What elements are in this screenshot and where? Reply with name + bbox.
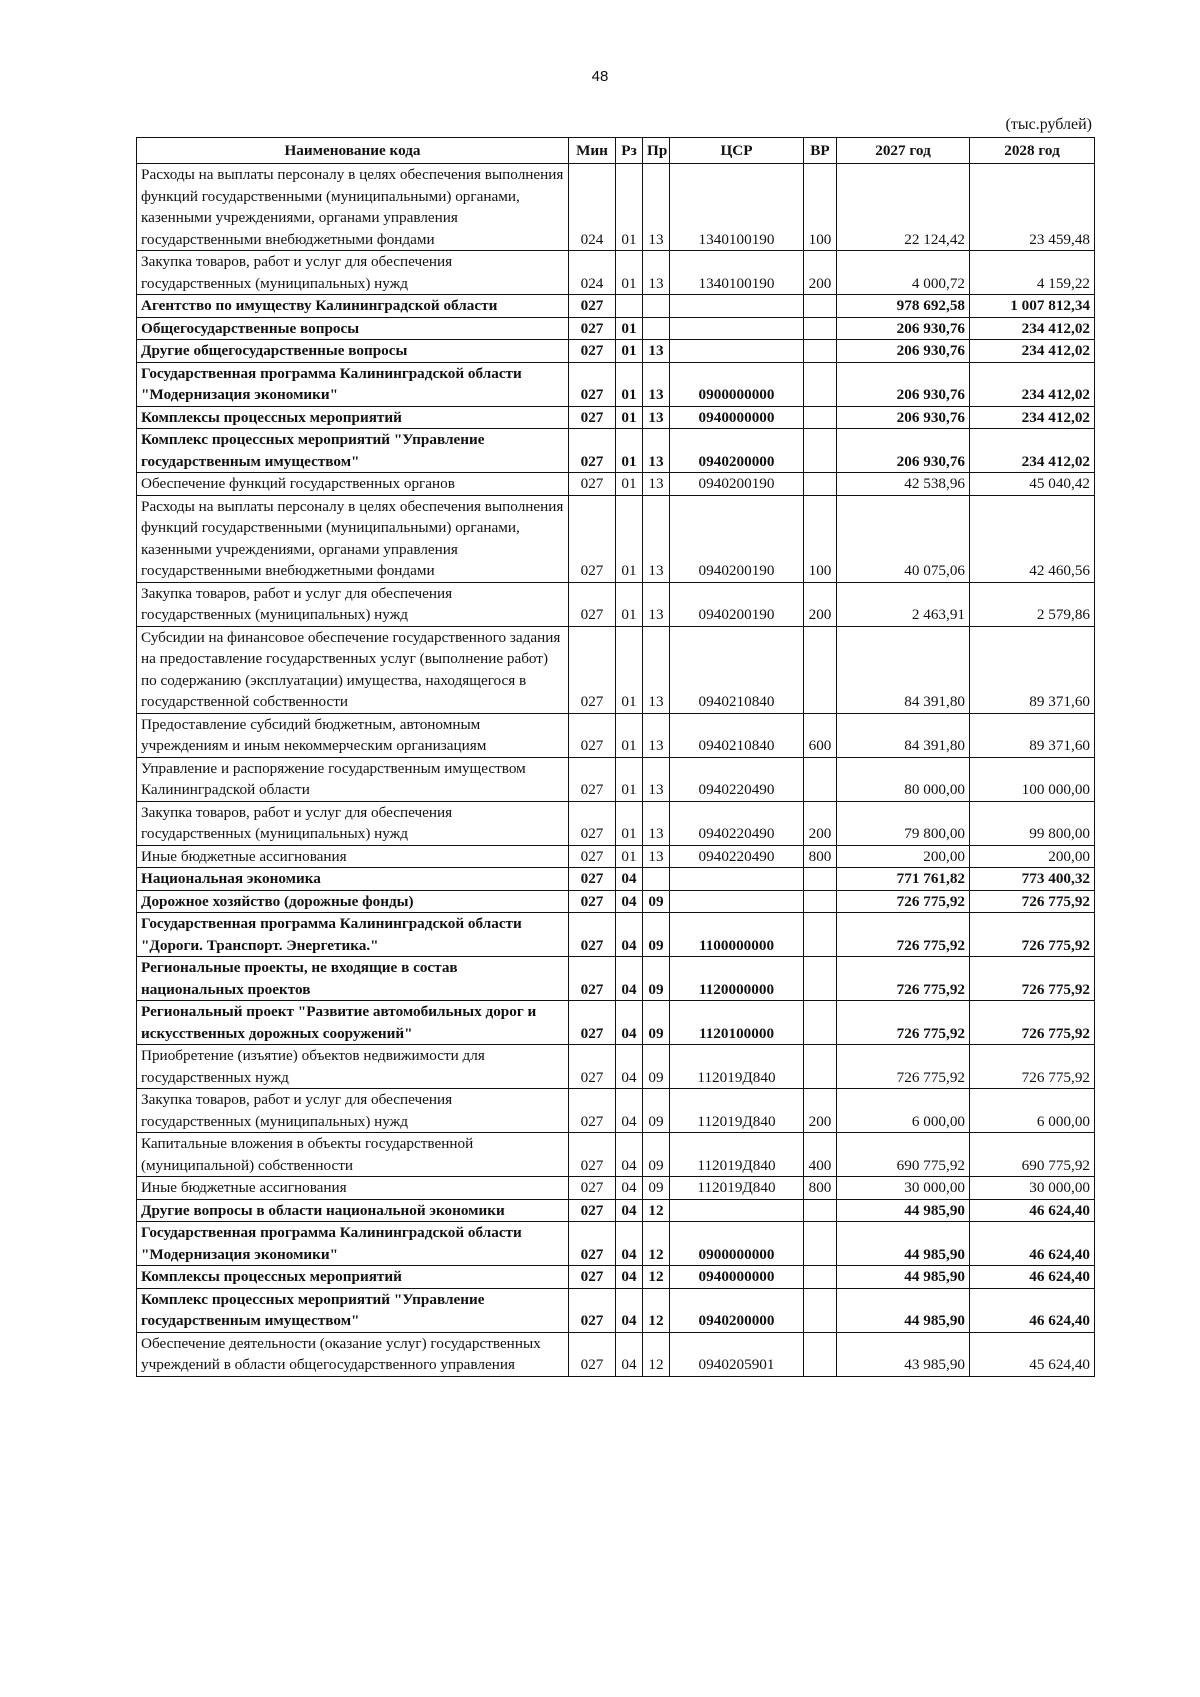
cell-y2028: 42 460,56	[970, 495, 1095, 582]
cell-min: 027	[569, 317, 616, 340]
cell-min: 027	[569, 295, 616, 318]
cell-rz: 01	[616, 801, 643, 845]
cell-name: Расходы на выплаты персоналу в целях обеспечения выполнения функций государственными (муниципальными) органами, казенными учреждениями, органами управления государственными внебюджетными фондами	[137, 164, 569, 251]
cell-vr	[804, 957, 837, 1001]
cell-y2028: 726 775,92	[970, 1045, 1095, 1089]
cell-csr	[670, 890, 804, 913]
cell-pr: 13	[643, 429, 670, 473]
cell-pr: 09	[643, 1045, 670, 1089]
cell-name: Иные бюджетные ассигнования	[137, 1177, 569, 1200]
cell-csr: 0900000000	[670, 362, 804, 406]
cell-min: 027	[569, 713, 616, 757]
cell-y2028: 234 412,02	[970, 406, 1095, 429]
units-label: (тыс.рублей)	[1005, 116, 1092, 133]
cell-vr	[804, 1266, 837, 1289]
header-2028: 2028 год	[970, 138, 1095, 164]
cell-y2028: 6 000,00	[970, 1089, 1095, 1133]
cell-pr: 12	[643, 1266, 670, 1289]
cell-vr	[804, 1288, 837, 1332]
table-row	[137, 340, 1095, 363]
cell-name: Иные бюджетные ассигнования	[137, 845, 569, 868]
cell-name: Региональные проекты, не входящие в состав национальных проектов	[137, 957, 569, 1001]
table-row	[137, 582, 1095, 626]
cell-name: Закупка товаров, работ и услуг для обеспечения государственных (муниципальных) нужд	[137, 251, 569, 295]
cell-rz: 01	[616, 845, 643, 868]
table-row	[137, 1045, 1095, 1089]
cell-min: 027	[569, 626, 616, 713]
cell-y2028: 4 159,22	[970, 251, 1095, 295]
cell-pr: 13	[643, 340, 670, 363]
cell-vr	[804, 362, 837, 406]
table-row	[137, 868, 1095, 891]
budget-table	[136, 137, 1095, 1377]
cell-rz: 01	[616, 362, 643, 406]
cell-pr: 13	[643, 626, 670, 713]
cell-csr	[670, 317, 804, 340]
cell-rz: 01	[616, 495, 643, 582]
cell-vr: 200	[804, 251, 837, 295]
cell-csr: 112019Д840	[670, 1089, 804, 1133]
cell-rz: 04	[616, 1177, 643, 1200]
cell-vr	[804, 473, 837, 496]
cell-csr: 1340100190	[670, 164, 804, 251]
cell-pr: 13	[643, 845, 670, 868]
cell-min: 027	[569, 757, 616, 801]
cell-y2028: 46 624,40	[970, 1199, 1095, 1222]
cell-pr	[643, 295, 670, 318]
cell-y2028: 100 000,00	[970, 757, 1095, 801]
cell-min: 027	[569, 1001, 616, 1045]
cell-pr: 12	[643, 1288, 670, 1332]
cell-pr: 12	[643, 1222, 670, 1266]
cell-rz: 04	[616, 1133, 643, 1177]
table-row	[137, 957, 1095, 1001]
cell-csr: 0940200000	[670, 1288, 804, 1332]
cell-y2027: 84 391,80	[837, 713, 970, 757]
cell-name: Закупка товаров, работ и услуг для обеспечения государственных (муниципальных) нужд	[137, 1089, 569, 1133]
cell-vr	[804, 913, 837, 957]
cell-vr	[804, 890, 837, 913]
cell-vr	[804, 1332, 837, 1376]
cell-min: 024	[569, 164, 616, 251]
cell-y2028: 99 800,00	[970, 801, 1095, 845]
cell-rz: 01	[616, 757, 643, 801]
cell-vr	[804, 317, 837, 340]
cell-csr: 0940200190	[670, 473, 804, 496]
cell-pr: 12	[643, 1199, 670, 1222]
cell-min: 027	[569, 913, 616, 957]
cell-vr: 100	[804, 164, 837, 251]
cell-rz: 04	[616, 957, 643, 1001]
cell-min: 027	[569, 1288, 616, 1332]
cell-rz: 01	[616, 251, 643, 295]
cell-vr	[804, 1222, 837, 1266]
table-row	[137, 1288, 1095, 1332]
cell-y2027: 22 124,42	[837, 164, 970, 251]
cell-min: 027	[569, 582, 616, 626]
cell-pr: 13	[643, 495, 670, 582]
header-name: Наименование кода	[137, 138, 569, 164]
cell-vr	[804, 340, 837, 363]
cell-rz: 01	[616, 626, 643, 713]
cell-vr: 200	[804, 1089, 837, 1133]
cell-name: Национальная экономика	[137, 868, 569, 891]
table-row	[137, 1199, 1095, 1222]
cell-name: Государственная программа Калининградской области "Дороги. Транспорт. Энергетика."	[137, 913, 569, 957]
table-row	[137, 429, 1095, 473]
cell-vr	[804, 757, 837, 801]
page-number: 48	[591, 68, 609, 85]
cell-y2027: 44 985,90	[837, 1266, 970, 1289]
cell-vr	[804, 406, 837, 429]
cell-min: 027	[569, 890, 616, 913]
cell-y2028: 726 775,92	[970, 957, 1095, 1001]
table-row	[137, 362, 1095, 406]
header-rz: Рз	[616, 138, 643, 164]
cell-y2027: 44 985,90	[837, 1199, 970, 1222]
cell-pr: 13	[643, 757, 670, 801]
cell-rz: 04	[616, 1089, 643, 1133]
table-row	[137, 1001, 1095, 1045]
cell-name: Предоставление субсидий бюджетным, автономным учреждениям и иным некоммерческим организациям	[137, 713, 569, 757]
table-row	[137, 406, 1095, 429]
table-row	[137, 473, 1095, 496]
cell-name: Другие вопросы в области национальной экономики	[137, 1199, 569, 1222]
cell-csr: 0940220490	[670, 801, 804, 845]
cell-y2027: 40 075,06	[837, 495, 970, 582]
cell-y2028: 726 775,92	[970, 913, 1095, 957]
cell-rz: 01	[616, 317, 643, 340]
cell-y2027: 6 000,00	[837, 1089, 970, 1133]
cell-name: Государственная программа Калининградской области "Модернизация экономики"	[137, 362, 569, 406]
cell-y2027: 42 538,96	[837, 473, 970, 496]
table-row	[137, 317, 1095, 340]
cell-y2027: 80 000,00	[837, 757, 970, 801]
cell-pr: 13	[643, 362, 670, 406]
table-row	[137, 845, 1095, 868]
header-vr: ВР	[804, 138, 837, 164]
cell-min: 027	[569, 1177, 616, 1200]
cell-name: Приобретение (изъятие) объектов недвижимости для государственных нужд	[137, 1045, 569, 1089]
cell-y2027: 726 775,92	[837, 890, 970, 913]
cell-vr: 100	[804, 495, 837, 582]
cell-min: 027	[569, 1332, 616, 1376]
cell-rz: 01	[616, 164, 643, 251]
table-row	[137, 164, 1095, 251]
cell-vr	[804, 1045, 837, 1089]
cell-y2028: 690 775,92	[970, 1133, 1095, 1177]
cell-rz: 04	[616, 913, 643, 957]
cell-y2027: 206 930,76	[837, 429, 970, 473]
cell-min: 027	[569, 1199, 616, 1222]
cell-y2027: 690 775,92	[837, 1133, 970, 1177]
cell-y2027: 84 391,80	[837, 626, 970, 713]
cell-name: Субсидии на финансовое обеспечение государственного задания на предоставление государственных услуг (выполнение работ) по содержанию (эксплуатации) имущества, находящегося в государственной собственности	[137, 626, 569, 713]
cell-csr: 112019Д840	[670, 1177, 804, 1200]
cell-y2028: 30 000,00	[970, 1177, 1095, 1200]
cell-min: 027	[569, 957, 616, 1001]
cell-name: Региональный проект "Развитие автомобильных дорог и искусственных дорожных сооружений"	[137, 1001, 569, 1045]
cell-rz: 04	[616, 1222, 643, 1266]
cell-csr: 0940220490	[670, 845, 804, 868]
cell-vr	[804, 1199, 837, 1222]
cell-vr	[804, 868, 837, 891]
cell-pr: 13	[643, 713, 670, 757]
table-row	[137, 713, 1095, 757]
cell-y2028: 46 624,40	[970, 1266, 1095, 1289]
cell-y2028: 2 579,86	[970, 582, 1095, 626]
cell-name: Дорожное хозяйство (дорожные фонды)	[137, 890, 569, 913]
cell-vr: 400	[804, 1133, 837, 1177]
cell-y2028: 23 459,48	[970, 164, 1095, 251]
cell-name: Обеспечение деятельности (оказание услуг) государственных учреждений в области общегосударственного управления	[137, 1332, 569, 1376]
cell-csr: 1340100190	[670, 251, 804, 295]
cell-y2027: 4 000,72	[837, 251, 970, 295]
cell-csr: 1120100000	[670, 1001, 804, 1045]
cell-pr: 09	[643, 890, 670, 913]
cell-csr: 0940200000	[670, 429, 804, 473]
header-csr: ЦСР	[670, 138, 804, 164]
cell-name: Капитальные вложения в объекты государственной (муниципальной) собственности	[137, 1133, 569, 1177]
cell-name: Расходы на выплаты персоналу в целях обеспечения выполнения функций государственными (муниципальными) органами, казенными учреждениями, органами управления государственными внебюджетными фондами	[137, 495, 569, 582]
cell-min: 027	[569, 1045, 616, 1089]
cell-y2028: 46 624,40	[970, 1222, 1095, 1266]
cell-y2027: 771 761,82	[837, 868, 970, 891]
table-row	[137, 913, 1095, 957]
cell-vr	[804, 429, 837, 473]
cell-y2028: 89 371,60	[970, 626, 1095, 713]
cell-name: Обеспечение функций государственных органов	[137, 473, 569, 496]
cell-csr: 112019Д840	[670, 1133, 804, 1177]
cell-csr: 0940210840	[670, 626, 804, 713]
table-row	[137, 1266, 1095, 1289]
cell-vr: 800	[804, 845, 837, 868]
cell-rz: 01	[616, 406, 643, 429]
cell-y2027: 30 000,00	[837, 1177, 970, 1200]
cell-y2027: 44 985,90	[837, 1222, 970, 1266]
cell-y2027: 726 775,92	[837, 957, 970, 1001]
cell-y2027: 206 930,76	[837, 317, 970, 340]
cell-rz: 04	[616, 1332, 643, 1376]
cell-min: 027	[569, 340, 616, 363]
cell-min: 027	[569, 801, 616, 845]
cell-pr	[643, 868, 670, 891]
cell-csr	[670, 1199, 804, 1222]
cell-rz: 01	[616, 473, 643, 496]
cell-vr: 600	[804, 713, 837, 757]
cell-min: 027	[569, 429, 616, 473]
cell-csr	[670, 295, 804, 318]
cell-y2028: 234 412,02	[970, 340, 1095, 363]
cell-csr: 0900000000	[670, 1222, 804, 1266]
cell-min: 027	[569, 406, 616, 429]
cell-vr: 200	[804, 582, 837, 626]
cell-csr: 0940205901	[670, 1332, 804, 1376]
cell-pr: 13	[643, 164, 670, 251]
cell-pr: 13	[643, 582, 670, 626]
cell-y2027: 206 930,76	[837, 362, 970, 406]
cell-vr	[804, 1001, 837, 1045]
table-row	[137, 1332, 1095, 1376]
cell-y2028: 726 775,92	[970, 1001, 1095, 1045]
cell-vr: 800	[804, 1177, 837, 1200]
cell-min: 024	[569, 251, 616, 295]
table-row	[137, 801, 1095, 845]
cell-y2027: 206 930,76	[837, 406, 970, 429]
cell-min: 027	[569, 845, 616, 868]
cell-pr	[643, 317, 670, 340]
cell-min: 027	[569, 1266, 616, 1289]
cell-vr	[804, 295, 837, 318]
cell-y2028: 200,00	[970, 845, 1095, 868]
cell-y2027: 2 463,91	[837, 582, 970, 626]
cell-pr: 13	[643, 406, 670, 429]
table-row	[137, 1089, 1095, 1133]
cell-y2028: 89 371,60	[970, 713, 1095, 757]
header-min: Мин	[569, 138, 616, 164]
table-row	[137, 757, 1095, 801]
cell-rz: 04	[616, 1001, 643, 1045]
table-row	[137, 626, 1095, 713]
cell-rz: 04	[616, 1199, 643, 1222]
table-row	[137, 495, 1095, 582]
cell-rz: 01	[616, 429, 643, 473]
cell-y2028: 1 007 812,34	[970, 295, 1095, 318]
cell-pr: 12	[643, 1332, 670, 1376]
cell-y2028: 45 040,42	[970, 473, 1095, 496]
cell-min: 027	[569, 473, 616, 496]
cell-csr: 0940200190	[670, 582, 804, 626]
table-row	[137, 1133, 1095, 1177]
cell-min: 027	[569, 495, 616, 582]
cell-csr: 0940000000	[670, 406, 804, 429]
cell-min: 027	[569, 1222, 616, 1266]
cell-rz: 01	[616, 713, 643, 757]
cell-rz: 04	[616, 868, 643, 891]
cell-rz: 04	[616, 890, 643, 913]
cell-y2028: 726 775,92	[970, 890, 1095, 913]
cell-pr: 09	[643, 1001, 670, 1045]
table-row	[137, 890, 1095, 913]
cell-csr: 0940000000	[670, 1266, 804, 1289]
cell-pr: 13	[643, 473, 670, 496]
cell-name: Закупка товаров, работ и услуг для обеспечения государственных (муниципальных) нужд	[137, 582, 569, 626]
cell-y2027: 726 775,92	[837, 1045, 970, 1089]
cell-y2028: 234 412,02	[970, 429, 1095, 473]
cell-csr: 1100000000	[670, 913, 804, 957]
cell-rz: 04	[616, 1045, 643, 1089]
cell-csr: 0940220490	[670, 757, 804, 801]
cell-pr: 09	[643, 1177, 670, 1200]
cell-y2027: 43 985,90	[837, 1332, 970, 1376]
cell-rz: 01	[616, 340, 643, 363]
cell-name: Закупка товаров, работ и услуг для обеспечения государственных (муниципальных) нужд	[137, 801, 569, 845]
cell-vr	[804, 626, 837, 713]
cell-name: Комплексы процессных мероприятий	[137, 406, 569, 429]
cell-y2027: 200,00	[837, 845, 970, 868]
header-row	[137, 138, 1095, 164]
cell-rz: 04	[616, 1288, 643, 1332]
cell-y2027: 44 985,90	[837, 1288, 970, 1332]
cell-min: 027	[569, 1133, 616, 1177]
cell-y2027: 206 930,76	[837, 340, 970, 363]
table-body	[137, 164, 1095, 1377]
cell-y2027: 726 775,92	[837, 913, 970, 957]
cell-min: 027	[569, 1089, 616, 1133]
cell-pr: 09	[643, 913, 670, 957]
table-row	[137, 1222, 1095, 1266]
cell-y2028: 46 624,40	[970, 1288, 1095, 1332]
cell-name: Управление и распоряжение государственным имуществом Калининградской области	[137, 757, 569, 801]
cell-name: Комплекс процессных мероприятий "Управление государственным имуществом"	[137, 1288, 569, 1332]
cell-name: Комплексы процессных мероприятий	[137, 1266, 569, 1289]
cell-rz	[616, 295, 643, 318]
cell-csr	[670, 868, 804, 891]
cell-csr: 0940200190	[670, 495, 804, 582]
header-2027: 2027 год	[837, 138, 970, 164]
cell-y2028: 234 412,02	[970, 317, 1095, 340]
cell-rz: 01	[616, 582, 643, 626]
cell-min: 027	[569, 868, 616, 891]
cell-y2027: 79 800,00	[837, 801, 970, 845]
cell-csr	[670, 340, 804, 363]
table-row	[137, 1177, 1095, 1200]
cell-pr: 09	[643, 1089, 670, 1133]
cell-name: Государственная программа Калининградской области "Модернизация экономики"	[137, 1222, 569, 1266]
table-row	[137, 295, 1095, 318]
table-row	[137, 251, 1095, 295]
cell-y2027: 726 775,92	[837, 1001, 970, 1045]
header-pr: Пр	[643, 138, 670, 164]
cell-y2027: 978 692,58	[837, 295, 970, 318]
cell-name: Другие общегосударственные вопросы	[137, 340, 569, 363]
cell-name: Комплекс процессных мероприятий "Управление государственным имуществом"	[137, 429, 569, 473]
cell-csr: 1120000000	[670, 957, 804, 1001]
cell-rz: 04	[616, 1266, 643, 1289]
cell-y2028: 773 400,32	[970, 868, 1095, 891]
cell-y2028: 234 412,02	[970, 362, 1095, 406]
cell-pr: 13	[643, 251, 670, 295]
cell-pr: 09	[643, 1133, 670, 1177]
cell-min: 027	[569, 362, 616, 406]
cell-name: Общегосударственные вопросы	[137, 317, 569, 340]
cell-name: Агентство по имуществу Калининградской области	[137, 295, 569, 318]
cell-y2028: 45 624,40	[970, 1332, 1095, 1376]
cell-vr: 200	[804, 801, 837, 845]
cell-csr: 0940210840	[670, 713, 804, 757]
cell-pr: 13	[643, 801, 670, 845]
cell-pr: 09	[643, 957, 670, 1001]
cell-csr: 112019Д840	[670, 1045, 804, 1089]
